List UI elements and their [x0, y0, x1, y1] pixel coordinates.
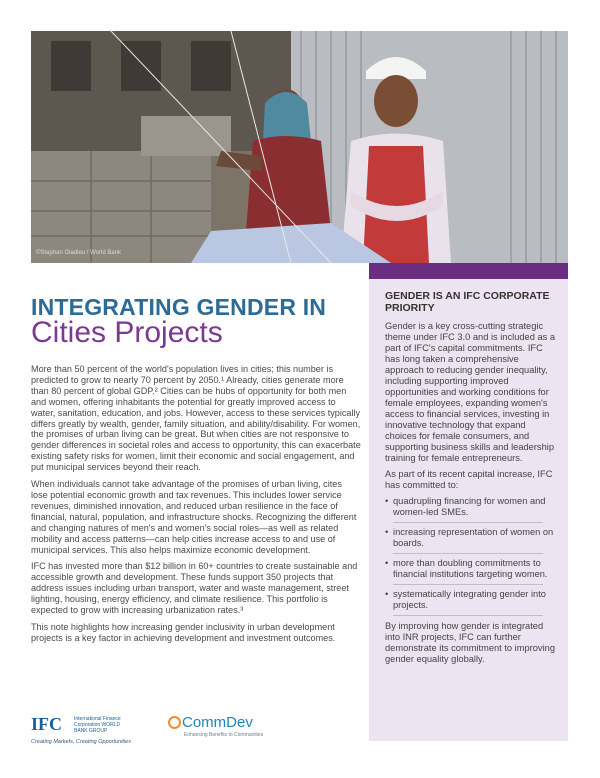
sidebar-bullet: • increasing representation of women on boards.: [385, 527, 557, 554]
sidebar-heading: GENDER IS AN IFC CORPORATE PRIORITY: [385, 290, 550, 314]
commdev-tagline: Enhancing Benefits to Communities: [184, 732, 264, 738]
title-line-1: INTEGRATING GENDER IN: [31, 294, 327, 320]
sidebar-lead: As part of its recent capital increase, IFC has committed to:: [385, 469, 553, 490]
hero-illustration: [31, 31, 568, 263]
sidebar: [369, 279, 568, 741]
ifc-tagline: Creating Markets, Creating Opportunities: [31, 739, 131, 745]
sidebar-bullet: • systematically integrating gender into projects.: [385, 589, 557, 616]
body-paragraph-2: When individuals cannot take advantage of the promises of urban living, cites lose potential economic growth and tax revenues. This includes lower service revenues, diminished innovation, and reduced urban resilience in the face of financial, natural, population, and infrastructure shocks. Recognizing the different and changing natures of men's and women's social roles—as well as related mobility and access patterns—can help cities increase access to and use of municipal services. This also helps maximize economic development.: [31, 479, 357, 555]
sidebar-content: [385, 291, 557, 670]
ifc-logo-text: International Finance Corporation WORLD BANK GROUP: [74, 716, 121, 734]
title-line-2: Cities Projects: [31, 316, 223, 349]
purple-band: [369, 263, 568, 279]
body-text: [31, 364, 361, 650]
hero-photo: [31, 31, 568, 263]
commdev-logo: [168, 714, 278, 744]
commdev-icon: [168, 716, 181, 729]
ifc-logo-mark: IFC: [31, 714, 62, 734]
commdev-name: CommDev: [182, 714, 253, 731]
sidebar-intro: Gender is a key cross-cutting strategic theme under IFC 3.0 and is included as a part of IFC's capital commitments. IFC has long taken a comprehensive approach to reducing gender inequality, including supporting improved opportunities and working conditions for female employees, expanding women's access to financial services, investing in innovative technology that expand choices for female consumers, and supporting business skills and leadership training for female entrepreneurs.: [385, 321, 556, 463]
sidebar-bullet: • quadrupling financing for women and women-led SMEs.: [385, 496, 557, 523]
body-paragraph-4: This note highlights how increasing gender inclusivity in urban development projects is a key factor in achieving development and investment outcomes.: [31, 621, 336, 643]
sidebar-closing: By improving how gender is integrated into INR projects, IFC can further demonstrate its commitment to improving gender equality globally.: [385, 621, 555, 664]
sidebar-bullet: • more than doubling commitments to financial institutions targeting women.: [385, 558, 557, 585]
body-paragraph-3: IFC has invested more than $12 billion in 60+ countries to create sustainable and accessible growth and development. These funds support 350 projects that address issues including urban transport, water and waste management, street lighting, housing, energy efficiency, and climate resilience. This portfolio is expected to grow with increasing urbanization rates.³: [31, 561, 358, 616]
body-paragraph-1: More than 50 percent of the world's population lives in cities; this number is predicted to grow to nearly 70 percent by 2050.¹ Already, cities generate more than 80 percent of global GDP.² Cities can be hubs of opportunity for both men and women, offering inhabitants the potential for greatly improved access to water, sanitation, education, and jobs. However, access to these services typically differs greatly by wealth, gender, family situation, and ability/disability. For women, the promises of urban living can be great. But when cities are not responsive to gender differences in societal roles and access to opportunity, this can exacerbate existing safety risks for women, limit their economic and social engagement, and put municipal services beyond their reach.: [31, 364, 361, 473]
sidebar-bullets: [385, 496, 557, 616]
ifc-logo: [31, 712, 171, 752]
photo-credit: ©Stephan Gladieu / World Bank: [36, 250, 122, 256]
